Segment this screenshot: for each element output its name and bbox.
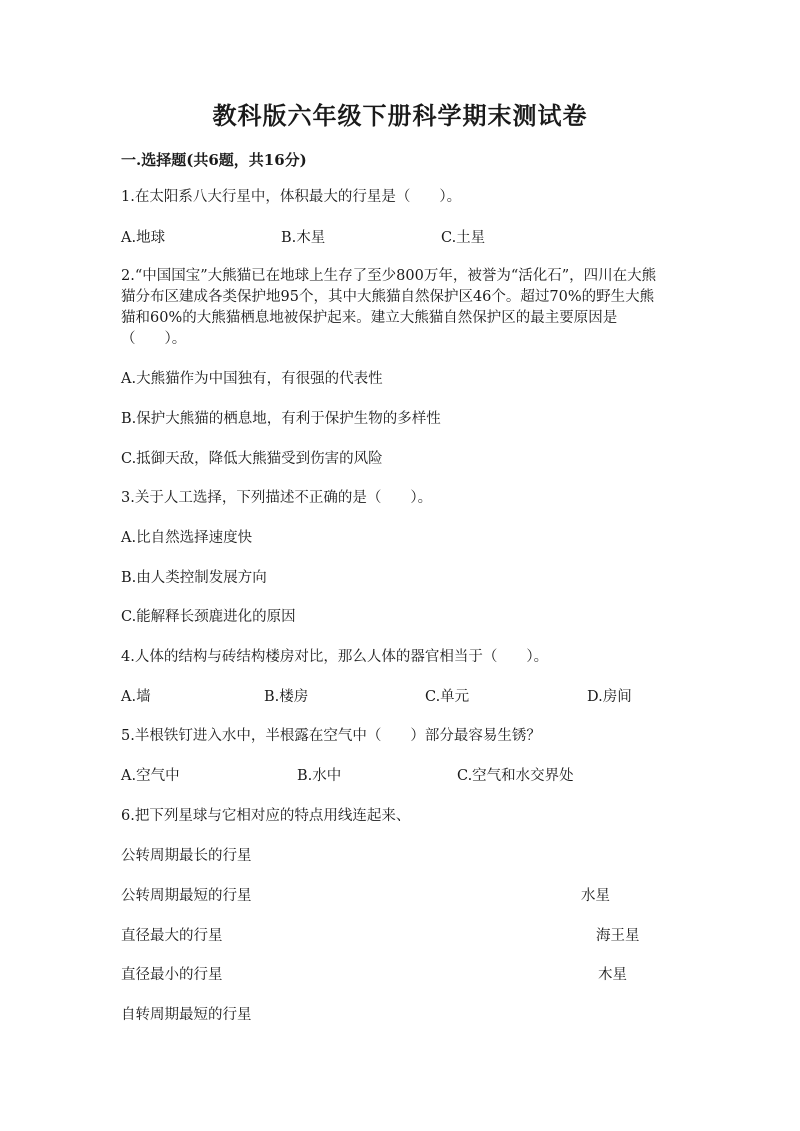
option-d: D.房间 bbox=[587, 689, 632, 705]
match-left-item: 公转周期最短的行星 bbox=[121, 888, 252, 904]
question-stem: 1.在太阳系八大行星中，体积最大的行星是（ ）。 bbox=[121, 189, 462, 205]
question-stem: 4.人体的结构与砖结构楼房对比，那么人体的器官相当于（ ）。 bbox=[121, 649, 549, 665]
match-left-item: 公转周期最长的行星 bbox=[121, 848, 252, 864]
section-heading: 一.选择题(共6题，共16分) bbox=[121, 151, 307, 169]
page-title: 教科版六年级下册科学期末测试卷 bbox=[212, 101, 588, 130]
question-stem: 6.把下列星球与它相对应的特点用线连起来、 bbox=[121, 808, 411, 824]
option-c: C.单元 bbox=[425, 689, 470, 705]
match-right-item: 海王星 bbox=[596, 928, 640, 944]
question-stem: 5.半根铁钉进入水中，半根露在空气中（ ）部分最容易生锈？ bbox=[121, 728, 541, 744]
option-a: A.大熊猫作为中国独有，有很强的代表性 bbox=[121, 371, 383, 387]
option-b: B.保护大熊猫的栖息地，有利于保护生物的多样性 bbox=[121, 411, 441, 427]
match-left-item: 自转周期最短的行星 bbox=[121, 1007, 252, 1023]
option-b: B.楼房 bbox=[264, 689, 309, 705]
option-c: C.抵御天敌，降低大熊猫受到伤害的风险 bbox=[121, 451, 383, 467]
option-c: C.土星 bbox=[441, 230, 486, 246]
option-a: A.地球 bbox=[121, 230, 166, 246]
match-right-item: 木星 bbox=[598, 967, 627, 983]
match-left-item: 直径最小的行星 bbox=[121, 967, 223, 983]
option-b: B.木星 bbox=[281, 230, 326, 246]
option-a: A.墙 bbox=[121, 689, 151, 705]
question-stem: 3.关于人工选择，下列描述不正确的是（ ）。 bbox=[121, 490, 433, 506]
match-right-item: 水星 bbox=[581, 888, 610, 904]
option-b: B.由人类控制发展方向 bbox=[121, 570, 267, 586]
option-b: B.水中 bbox=[297, 768, 342, 784]
option-c: C.空气和水交界处 bbox=[457, 768, 574, 784]
match-left-item: 直径最大的行星 bbox=[121, 928, 223, 944]
option-a: A.空气中 bbox=[121, 768, 180, 784]
option-a: A.比自然选择速度快 bbox=[121, 530, 253, 546]
question-stem: 2.“中国国宝”大熊猫已在地球上生存了至少800万年，被誉为“活化石”，四川在大熊猫分布区建成各类保护地95个，其中大熊猫自然保护区46个。超过70%的野生大熊猫和60%的大熊猫栖息地被保护起来。建立大熊猫自然保护区的最主要原因是（ ）。 bbox=[121, 268, 657, 347]
option-c: C.能解释长颈鹿进化的原因 bbox=[121, 609, 296, 625]
